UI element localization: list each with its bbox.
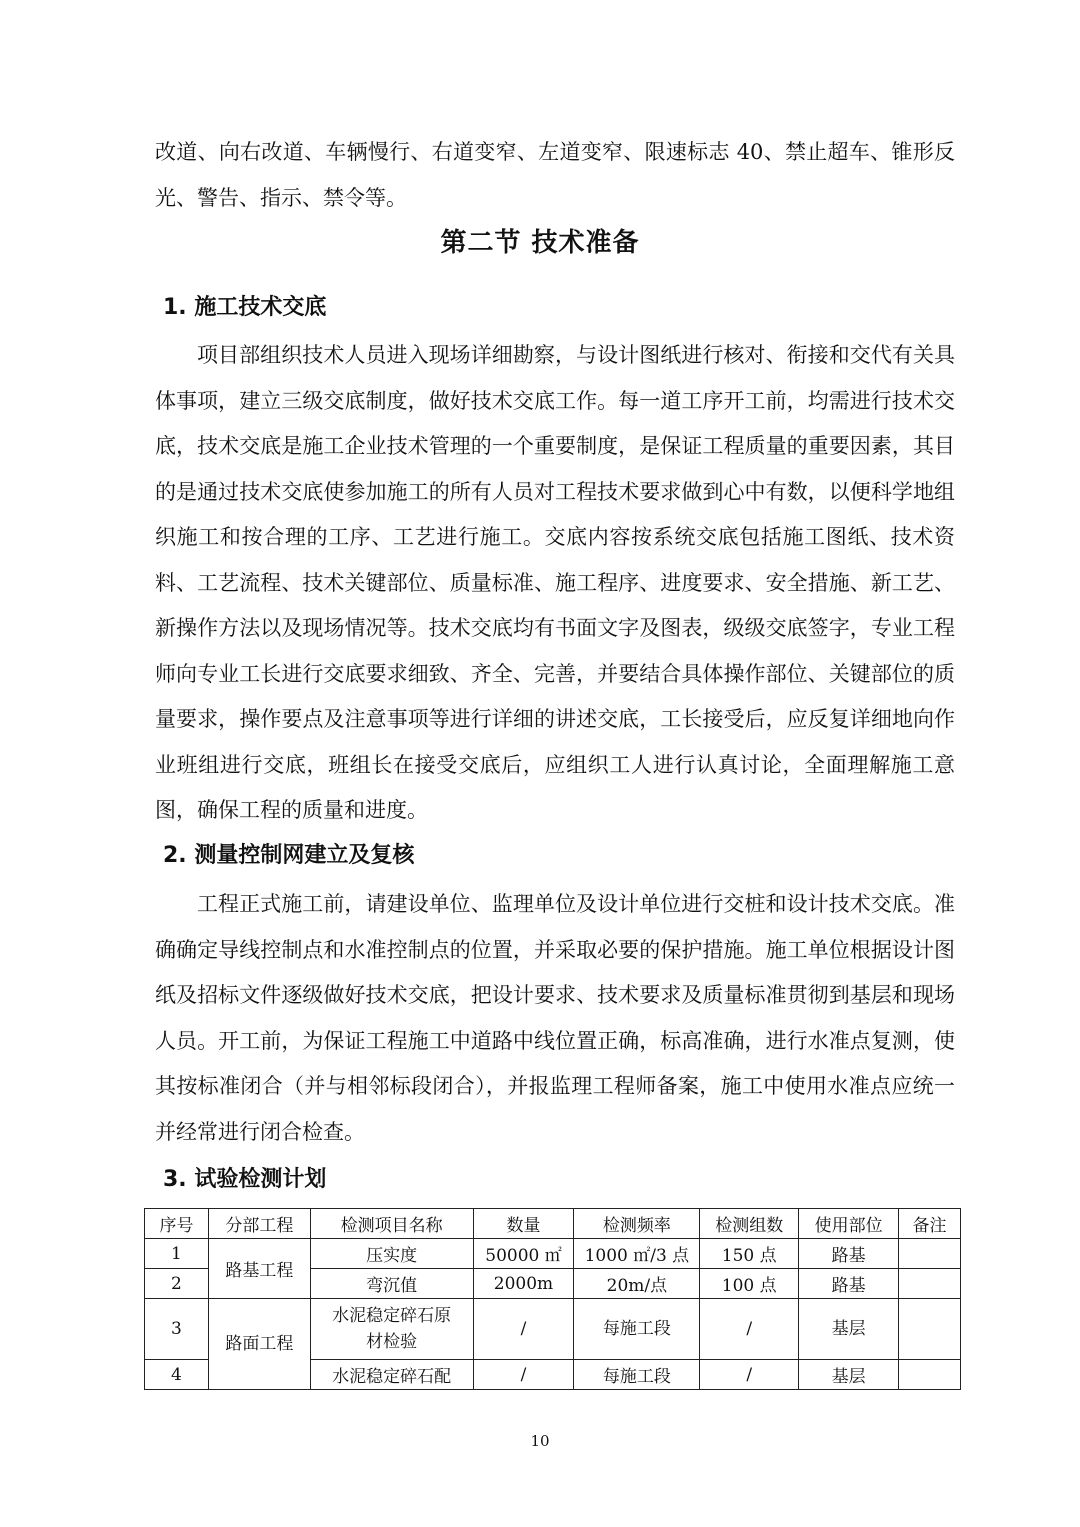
usage-part-cell: 基层 [799, 1360, 899, 1390]
heading-test-plan: 3. 试验检测计划 [163, 1167, 327, 1192]
quantity-cell: 2000m [473, 1269, 574, 1299]
header-cell: 检测项目名称 [310, 1209, 473, 1239]
frequency-cell: 20m/点 [574, 1269, 700, 1299]
item-cell: 水泥稳定碎石配 [310, 1360, 473, 1390]
note-cell [899, 1299, 961, 1360]
row-number: 3 [145, 1299, 209, 1360]
row-number: 2 [145, 1269, 209, 1299]
note-cell [899, 1360, 961, 1390]
quantity-cell: / [473, 1360, 574, 1390]
header-cell: 检测频率 [574, 1209, 700, 1239]
frequency-cell: 每施工段 [574, 1360, 700, 1390]
row-number: 1 [145, 1239, 209, 1269]
row-number: 4 [145, 1360, 209, 1390]
usage-part-cell: 路基 [799, 1239, 899, 1269]
section-title: 第二节 技术准备 [440, 228, 640, 258]
division-cell: 路面工程 [208, 1299, 310, 1390]
quantity-cell: 50000 ㎡ [473, 1239, 574, 1269]
header-cell: 备注 [899, 1209, 961, 1239]
heading-technical-briefing: 1. 施工技术交底 [163, 295, 327, 320]
test-plan-table [144, 1208, 961, 1390]
technical-briefing-block [155, 333, 955, 834]
survey-control-paragraph: 工程正式施工前，请建设单位、监理单位及设计单位进行交桩和设计技术交底。准确确定导线控制点和水准控制点的位置，并采取必要的保护措施。施工单位根据设计图纸及招标文件逐级做好技术交底，把设计要求、技术要求及质量标准贯彻到基层和现场人员。开工前，为保证工程施工中道路中线位置正确，标高准确，进行水准点复测，使其按标准闭合（并与相邻标段闭合），并报监理工程师备案，施工中使用水准点应统一并经常进行闭合检查。 [155, 892, 955, 1144]
frequency-cell: 1000 ㎡/3 点 [574, 1239, 700, 1269]
intro-block [155, 130, 955, 221]
item-cell: 压实度 [310, 1239, 473, 1269]
header-cell: 检测组数 [700, 1209, 799, 1239]
table-row [145, 1239, 961, 1269]
heading-survey-control: 2. 测量控制网建立及复核 [163, 843, 415, 868]
usage-part-cell: 路基 [799, 1269, 899, 1299]
usage-part-cell: 基层 [799, 1299, 899, 1360]
group-count-cell: 150 点 [700, 1239, 799, 1269]
division-cell: 路基工程 [208, 1239, 310, 1299]
item-cell: 弯沉值 [310, 1269, 473, 1299]
frequency-cell: 每施工段 [574, 1299, 700, 1360]
table-row [145, 1299, 961, 1360]
group-count-cell: / [700, 1299, 799, 1360]
note-cell [899, 1239, 961, 1269]
header-cell: 分部工程 [208, 1209, 310, 1239]
header-cell: 序号 [145, 1209, 209, 1239]
header-cell: 数量 [473, 1209, 574, 1239]
note-cell [899, 1269, 961, 1299]
survey-control-block [155, 882, 955, 1155]
group-count-cell: 100 点 [700, 1269, 799, 1299]
technical-briefing-paragraph: 项目部组织技术人员进入现场详细勘察，与设计图纸进行核对、衔接和交代有关具体事项，建立三级交底制度，做好技术交底工作。每一道工序开工前，均需进行技术交底，技术交底是施工企业技术管理的一个重要制度，是保证工程质量的重要因素，其目的是通过技术交底使参加施工的所有人员对工程技术要求做到心中有数，以便科学地组织施工和按合理的工序、工艺进行施工。交底内容按系统交底包括施工图纸、技术资料、工艺流程、技术关键部位、质量标准、施工程序、进度要求、安全措施、新工艺、新操作方法以及现场情况等。技术交底均有书面文字及图表，级级交底签字，专业工程师向专业工长进行交底要求细致、齐全、完善，并要结合具体操作部位、关键部位的质量要求，操作要点及注意事项等进行详细的讲述交底，工长接受后，应反复详细地向作业班组进行交底，班组长在接受交底后，应组织工人进行认真讨论，全面理解施工意图，确保工程的质量和进度。 [155, 343, 955, 822]
group-count-cell: / [700, 1360, 799, 1390]
quantity-cell: / [473, 1299, 574, 1360]
intro-paragraph: 改道、向右改道、车辆慢行、右道变窄、左道变窄、限速标志 40、禁止超车、锥形反光、警告、指示、禁令等。 [155, 140, 955, 210]
header-cell: 使用部位 [799, 1209, 899, 1239]
item-cell: 水泥稳定碎石原材检验 [310, 1299, 473, 1360]
page-number: 10 [530, 1432, 550, 1450]
table-header-row [145, 1209, 961, 1239]
